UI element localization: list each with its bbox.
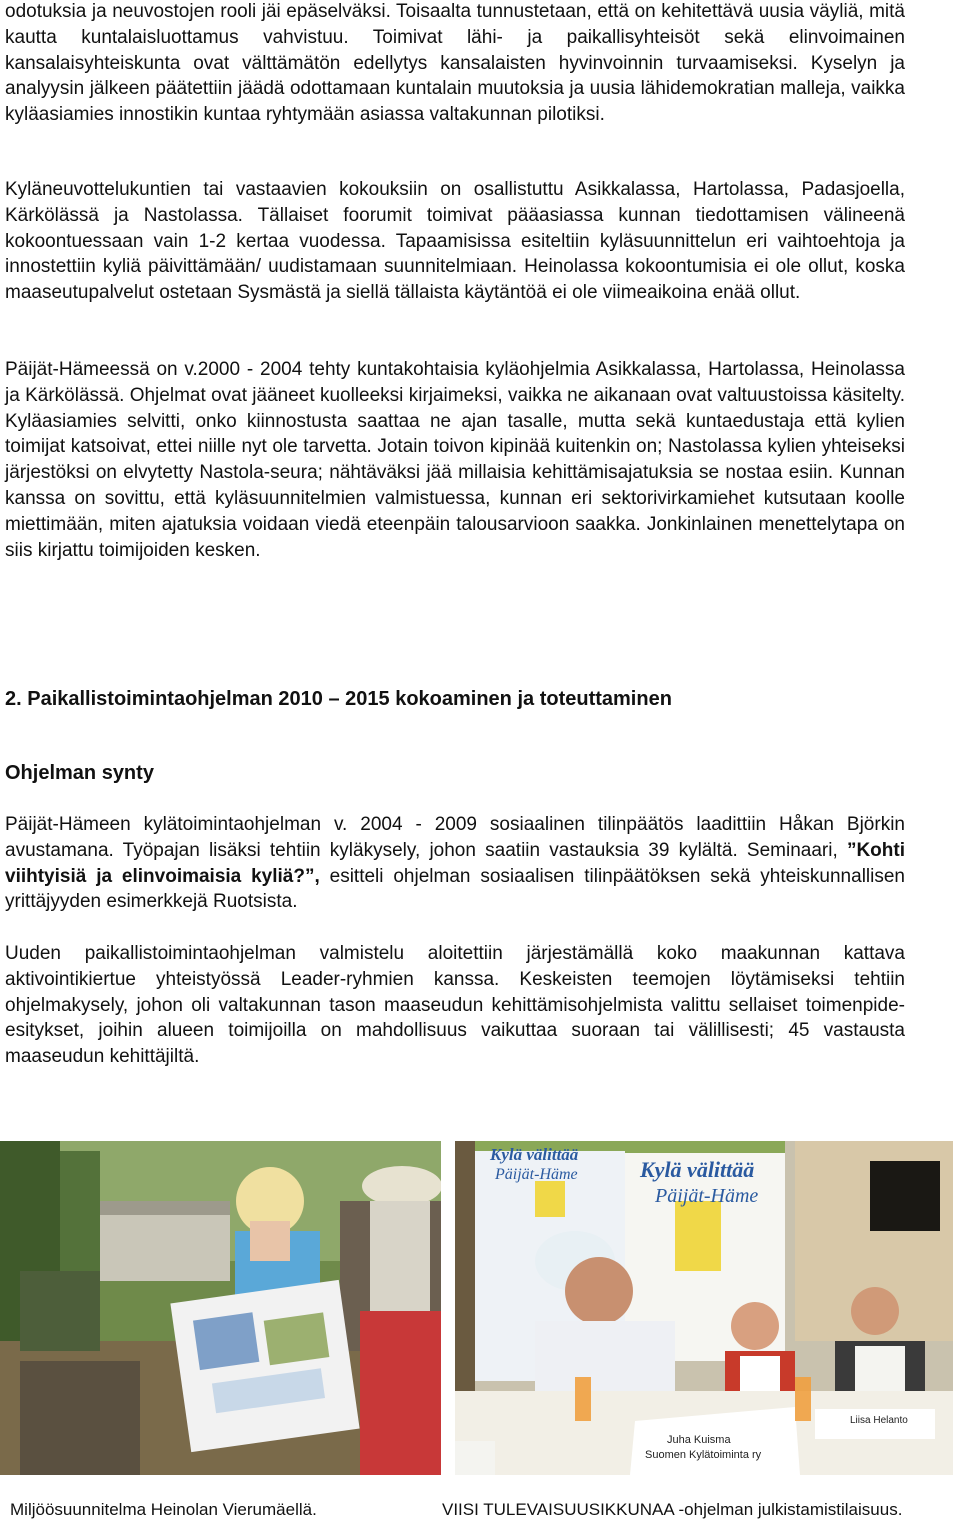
banner-subtitle: Päijät-Häme [655,1185,759,1207]
photo-right-caption: VIISI TULEVAISUUSIKKUNAA -ohjelman julkistamistilaisuus. [442,1500,903,1519]
photo-left [0,1141,441,1475]
intro-paragraph: odotuksia ja neuvostojen rooli jäi epäselväksi. Toisaalta tunnustetaan, että on kehitettävä uusia väyliä, mitä kautta kuntalaisluottamus vahvistuu. Toimivat lähi- ja paikallisyhteisöt sekä elinvoimainen kansalaisyhteiskunta ovat välttämätön edellytys kansalaisten hyvinvoinnin turvaamiseksi. Kyselyn ja analyysin jälkeen päätettiin jäädä odottamaan kuntalain muutoksia ja uusia lähidemokratian malleja, vaikka kyläasiamies innostikin kuntaa ryhtymään asiassa valtakunnan pilotiksi. [5,1,905,126]
photo-left-image [0,1141,441,1475]
nameplate-1-org: Suomen Kylätoiminta ry [645,1449,762,1461]
nameplate-2-name: Liisa Helanto [850,1415,908,1426]
photo-left-caption: Miljöösuunnitelma Heinolan Vierumäellä. [10,1500,317,1519]
paragraph-synty-1 [5,812,905,915]
paragraph-kylaneuvottelukunnat: Kyläneuvottelukuntien tai vastaavien kokouksiin on osallistuttu Asikkalassa, Hartolassa, Padasjoella, Kärkölässä ja Nastolassa. Tällaiset foorumit toimivat pääasiassa kunnan tiedottamisen välineenä kokoontuessaan vain 1-2 kertaa vuodessa. Tapaamisissa esiteltiin kyläsuunnittelun eri vaihtoehtoja ja innostettiin kyliä päivittämään/ uudistamaan suunnitelmiaan. Heinolassa kokoontumisia ei ole ollut, koska maaseutupalvelut ostetaan Sysmästä ja siellä tällaista käytäntöä ei ole viimeaikoina enää ollut. [5,179,905,304]
section-heading: 2. Paikallistoimintaohjelman 2010 – 2015 kokoaminen ja toteuttaminen [5,688,672,710]
paragraph-synty-2: Uuden paikallistoimintaohjelman valmistelu aloitettiin järjestämällä koko maakunnan kattava aktivointikiertue yhteistyössä Leader-ryhmien kanssa. Keskeisten teemojen löytämiseksi tehtiin ohjelmakysely, johon oli valtakunnan tason maaseudun kehittämisohjelmista valittu sellaiset toimenpide-esitykset, joihin alueen toimijoilla on mahdollisuus vaikuttaa suoraan tai välillisesti; 45 vastausta maaseudun kehittäjiltä. [5,943,905,1068]
synty-text-before: Päijät-Hämeen kylätoimintaohjelman v. 2004 - 2009 sosiaalinen tilinpäätös laadittiin Håkan Björkin avustamana. Työpajan lisäksi tehtiin kyläkysely, johon saatiin vastauksia 39 kylältä. Seminaari, [5,814,905,861]
banner-left-title: Kylä välittää [490,1145,579,1164]
photo-right [455,1141,953,1475]
nameplate-1-name: Juha Kuisma [667,1434,731,1446]
synty-text-after: esitteli ohjelman sosiaalisen tilinpäätöksen sekä yhteiskunnallisen yrittäjyyden esimerkkejä Ruotsista. [5,865,905,913]
subheading: Ohjelman synty [5,762,154,784]
seminar-title: ”Kohti viihtyisiä ja elinvoimaisia kyliä?”, [5,839,905,887]
paragraph-kyläohjelmat: Päijät-Hämeessä on v.2000 - 2004 tehty kuntakohtaisia kyläohjelmia Asikkalassa, Hartolassa, Heinolassa ja Kärkölässä. Ohjelmat ovat jääneet kuolleeksi kirjaimeksi, vaikka ne aikanaan ovat valtuustoissa käsitelty. Kyläasiamies selvitti, onko kiinnostusta saattaa ne ajan tasalle, mutta sekä kuntaedustaja että kylien toimijat katsoivat, ettei niille nyt ole tarvetta. Jotain toivon kipinää kuitenkin on; Nastolassa kylien yhteiseksi järjestöksi on elvytetty Nastola-seura; nähtäväksi jää millaisia kehittämisajatuksia se nostaa esiin. Kunnan kanssa on sovittu, että kyläsuunnitelmien valmistuessa, kunnan eri sektorivirkamiehet kutsutaan koolle miettimään, miten ajatuksia voidaan viedä eteenpäin talousarvioon saakka. Jonkinlainen menettelytapa on siis kirjattu toimijoiden kesken. [5,359,905,561]
banner-left-subtitle: Päijät-Häme [495,1166,578,1183]
banner-title: Kylä välittää [640,1157,755,1182]
